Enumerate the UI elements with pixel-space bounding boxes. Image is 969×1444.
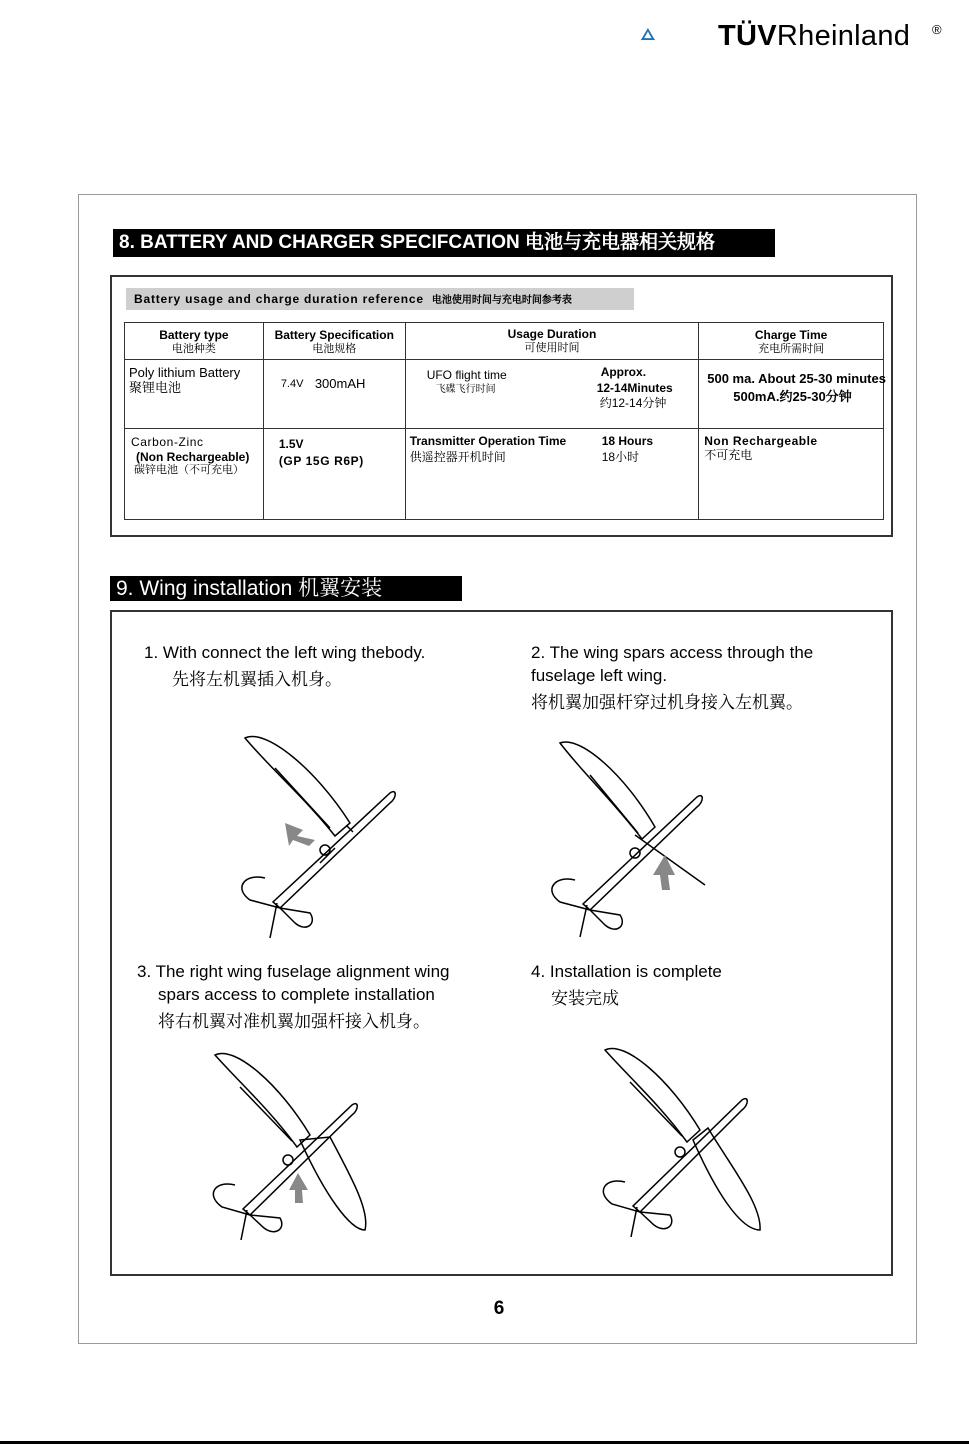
row1-charge: 500 ma. About 25-30 minutes 500mA.约25-30分钟 bbox=[699, 360, 884, 429]
plane-left-wing-insert-icon bbox=[225, 728, 410, 940]
plane-wing-spar-icon bbox=[535, 735, 715, 940]
row2-charge: Non Rechargeable 不可充电 bbox=[699, 429, 884, 520]
table-row bbox=[125, 429, 884, 520]
subheader-en: Battery usage and charge duration reference bbox=[134, 292, 424, 306]
brand-name bbox=[718, 20, 910, 53]
step-1: 1. With connect the left wing thebody. 先将左机翼插入机身。 bbox=[144, 643, 426, 689]
table-header-row bbox=[125, 323, 884, 360]
row1-type: Poly lithium Battery 聚锂电池 bbox=[125, 360, 264, 429]
registered-mark: ® bbox=[932, 22, 942, 37]
step-2: 2. The wing spars access through the fuselage left wing. 将机翼加强杆穿过机身接入左机翼。 bbox=[531, 643, 814, 712]
col-battery-spec: Battery Specification 电池规格 bbox=[263, 323, 405, 360]
tuv-logo-icon bbox=[640, 4, 712, 64]
plane-right-wing-align-icon bbox=[200, 1045, 380, 1240]
section8-title: 8. BATTERY AND CHARGER SPECIFCATION 电池与充电器相关规格 bbox=[113, 229, 775, 257]
plane-complete-icon bbox=[590, 1040, 770, 1240]
row2-usage: Transmitter Operation Time 供遥控器开机时间 18 Hours 18小时 bbox=[405, 429, 699, 520]
page-number: 6 bbox=[493, 1298, 505, 1319]
battery-spec-table bbox=[124, 322, 884, 520]
row2-type: Carbon-Zinc (Non Rechargeable) 碳锌电池（不可充电） bbox=[125, 429, 264, 520]
col-charge-time: Charge Time 充电所需时间 bbox=[699, 323, 884, 360]
brand-rest: Rheinland bbox=[776, 20, 911, 52]
battery-subheader bbox=[126, 288, 634, 310]
step-4: 4. Installation is complete 安装完成 bbox=[531, 962, 722, 1008]
col-battery-type: Battery type 电池种类 bbox=[125, 323, 264, 360]
row2-spec: 1.5V (GP 15G R6P) bbox=[263, 429, 405, 520]
subheader-cn: 电池使用时间与充电时间参考表 bbox=[431, 295, 572, 306]
step-3: 3. The right wing fuselage alignment wing spars access to complete installation 将右机翼对准机翼加强杆接入机身。 bbox=[137, 962, 450, 1031]
row1-usage: UFO flight time 飞碟飞行时间 Approx. 12-14Minutes 约12-14分钟 bbox=[405, 360, 699, 429]
section9-title: 9. Wing installation 机翼安装 bbox=[110, 576, 462, 601]
row1-spec: 7.4V 300mAH bbox=[263, 360, 405, 429]
brand-bold: TÜV bbox=[718, 20, 777, 52]
table-row bbox=[125, 360, 884, 429]
col-usage-duration: Usage Duration 可使用时间 bbox=[405, 323, 699, 360]
